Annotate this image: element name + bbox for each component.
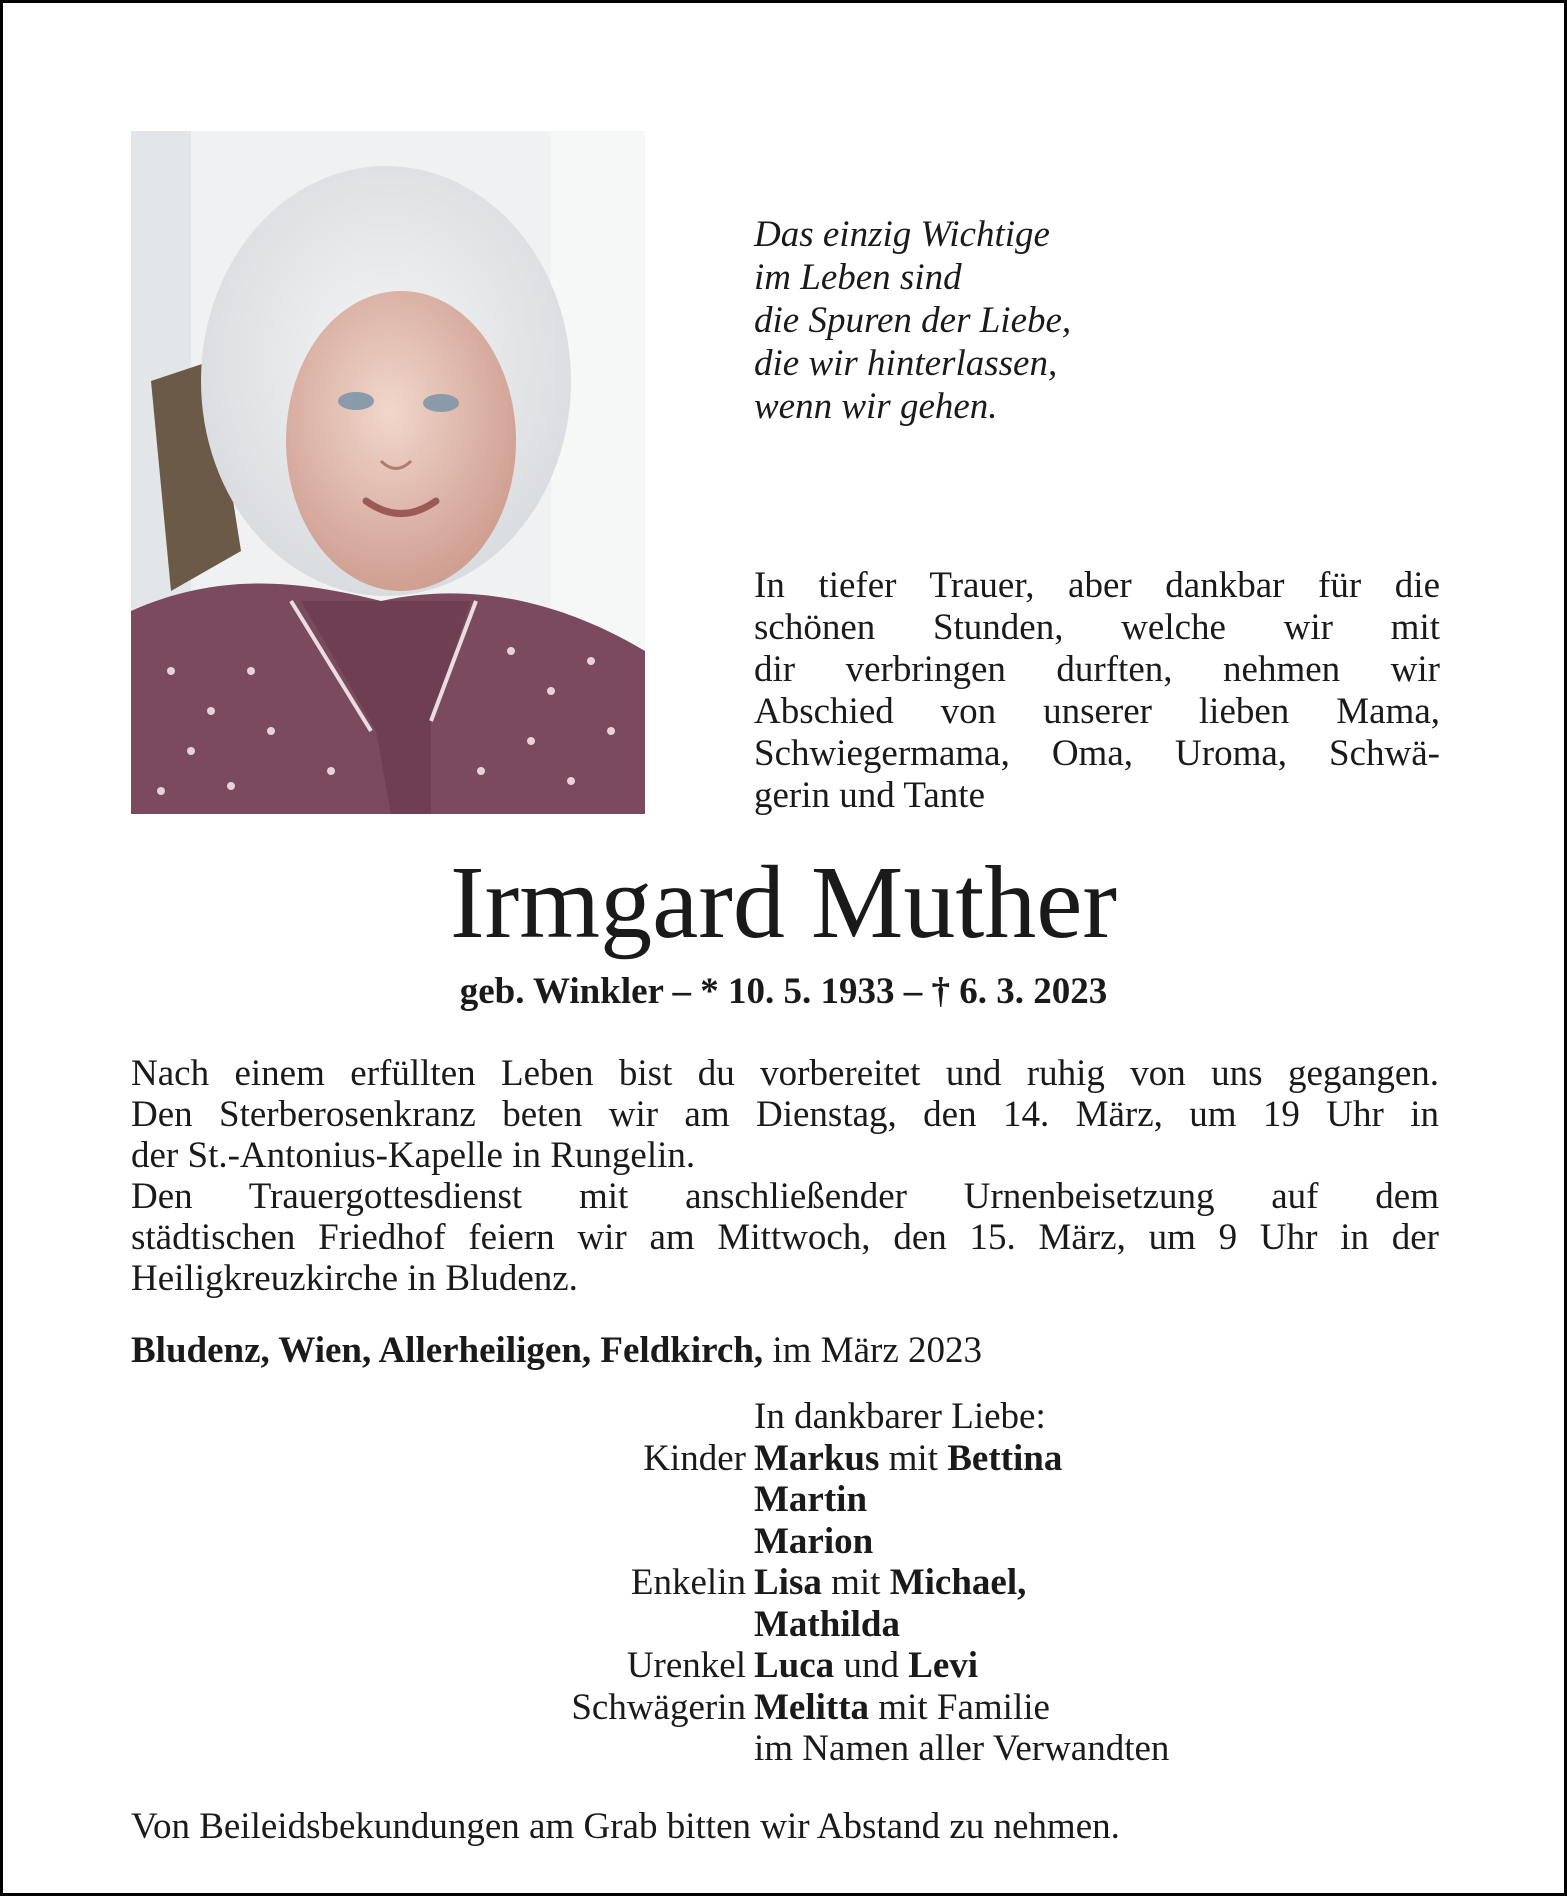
quote-line: die Spuren der Liebe, [754,300,1072,341]
mourner-row [3,1438,1564,1480]
mourner-name: Mathilda [754,1603,900,1645]
body-line: Den Trauergottesdienst mit anschließender Urnenbeisetzung auf dem [131,1176,1439,1217]
place-date: im März 2023 [763,1330,983,1371]
body-line: Nach einem erfüllten Leben bist du vorbereitet und ruhig von uns gegangen. [131,1053,1439,1094]
life-dates: geb. Winkler – * 10. 5. 1933 – † 6. 3. 2023 [459,971,1108,1012]
mourner-row [3,1604,1564,1646]
mourner-name: Marion [754,1520,874,1562]
mourner-names [754,1604,900,1646]
mourning-intro [754,565,1440,817]
mourner-name: Lisa [754,1562,822,1603]
mourner-names [754,1728,1169,1770]
mourner-row [3,1728,1564,1770]
mourner-name: Bettina [947,1437,1063,1479]
intro-line: Abschied von unserer lieben Mama, [754,691,1440,732]
mourner-row [3,1521,1564,1563]
intro-line: In tiefer Trauer, aber dankbar für die [754,565,1440,606]
mourner-name: Markus [754,1437,880,1479]
footer-note: Von Beileidsbekundungen am Grab bitten wir Abstand zu nehmen. [131,1806,1120,1847]
mourner-names [754,1479,867,1521]
mourner-name: Luca [754,1645,835,1686]
intro-line: gerin und Tante [754,775,985,816]
mourner-role: Schwägerin [571,1686,746,1728]
mourners-heading: In dankbarer Liebe: [754,1396,1046,1437]
mourner-row [3,1562,1564,1604]
mourner-row [3,1687,1564,1729]
quote-line: wenn wir gehen. [754,386,998,427]
mourner-row [3,1645,1564,1687]
mourner-role: Urenkel [626,1645,746,1686]
intro-line: Schwiegermama, Oma, Uroma, Schwä- [754,733,1440,774]
mourner-names [754,1438,1062,1480]
mourner-name: Melitta [754,1686,870,1728]
mourner-row [3,1479,1564,1521]
service-details [131,1053,1439,1299]
mourners-heading-row [3,1396,1564,1438]
mourner-name: Martin [754,1479,868,1520]
mourner-name: Michael, [889,1562,1027,1603]
body-line: der St.-Antonius-Kapelle in Rungelin. [131,1135,696,1176]
mourner-connector: im Namen aller Verwandten [754,1728,1170,1769]
body-line: Heiligkreuzkirche in Bludenz. [131,1258,578,1299]
mourner-connector: und [834,1645,909,1686]
intro-line: schönen Stunden, welche wir mit [754,607,1440,648]
mourner-connector: mit [879,1437,948,1479]
body-line: städtischen Friedhof feiern wir am Mittwoch, den 15. März, um 9 Uhr in der [131,1217,1439,1258]
mourner-role: Enkelin [630,1562,746,1603]
memorial-quote [754,213,1071,428]
mourner-names [754,1645,978,1687]
quote-line: die wir hinterlassen, [754,343,1058,384]
quote-line: Das einzig Wichtige [754,214,1050,255]
quote-line: im Leben sind [754,257,962,298]
deceased-name: Irmgard Muther [449,845,1118,960]
portrait-photo [131,131,645,814]
intro-line: dir verbringen durften, nehmen wir [754,649,1440,690]
mourner-names [754,1521,873,1563]
mourner-connector: mit [821,1562,890,1603]
mourner-name: Levi [908,1645,979,1686]
mourner-role: Kinder [643,1437,746,1479]
place-and-date [131,1329,982,1373]
mourner-connector: mit Familie [869,1686,1050,1728]
mourner-names [754,1562,1026,1604]
mourner-names [754,1687,1050,1729]
obituary-page [3,3,1564,1893]
body-line: Den Sterberosenkranz beten wir am Dienstag, den 14. März, um 19 Uhr in [131,1094,1439,1135]
place-towns: Bludenz, Wien, Allerheiligen, Feldkirch, [131,1330,764,1371]
